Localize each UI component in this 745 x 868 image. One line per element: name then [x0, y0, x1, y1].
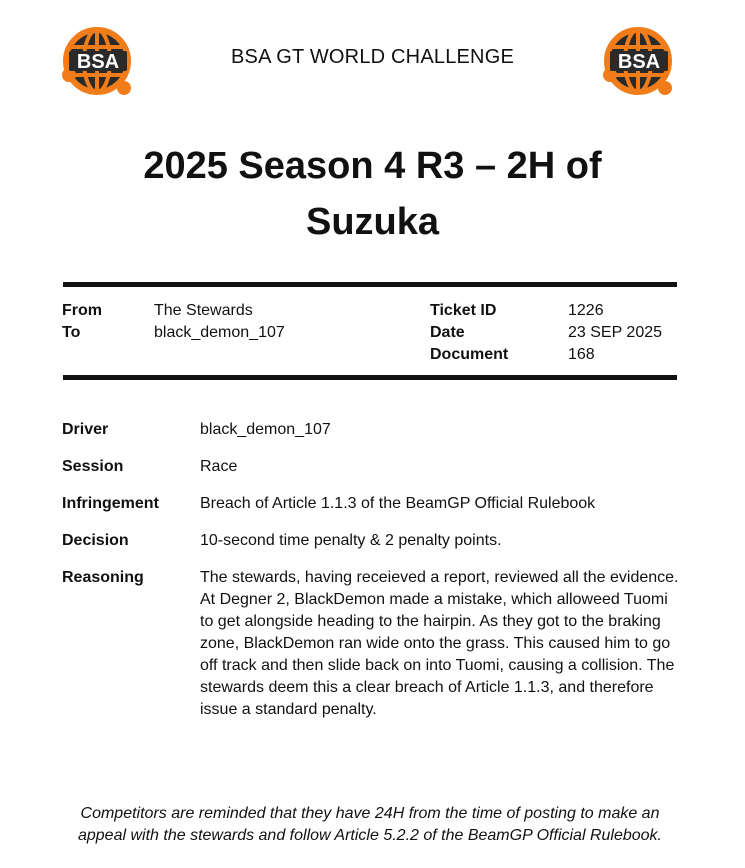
date-value: 23 SEP 2025 [568, 324, 663, 341]
to-label: To [62, 324, 81, 341]
field-label: Session [62, 458, 124, 475]
appeal-notice: Competitors are reminded that they have 24H from the time of posting to make an appeal with the stewards and follow Article 5.2.2 of the BeamGP Official Rulebook. [77, 805, 662, 844]
bsa-logo-right [603, 26, 677, 96]
field-value: 10-second time penalty & 2 penalty points. [200, 532, 502, 549]
header-title: BSA GT WORLD CHALLENGE [231, 46, 514, 68]
document-title: 2025 Season 4 R3 – 2H of Suzuka [143, 145, 602, 243]
field-infringement [62, 493, 682, 515]
logo-text: BSA [617, 51, 661, 73]
decision-fields [62, 419, 682, 736]
document-label: Document [430, 346, 509, 363]
to-value: black_demon_107 [154, 324, 285, 341]
from-value: The Stewards [154, 302, 253, 319]
from-label: From [62, 302, 102, 319]
field-driver [62, 419, 682, 441]
field-label: Infringement [62, 495, 159, 512]
field-value: The stewards, having receieved a report, reviewed all the evidence. At Degner 2, BlackDemon made a mistake, which alloweed Tuomi to get alongside heading to the hairpin. As they got to the braking zone, BlackDemon ran wide onto the grass. This caused him to go off track and then slide back on into Tuomi, causing a collision. The stewards deem this a clear breach of Article 1.1.3, and therefore issue a standard penalty. [200, 569, 679, 718]
ticket-id-label: Ticket ID [430, 302, 497, 319]
field-label: Driver [62, 421, 109, 438]
field-reasoning [62, 567, 682, 721]
bottom-divider [63, 375, 677, 380]
ticket-id-value: 1226 [568, 302, 604, 319]
top-divider [63, 282, 677, 287]
globe-icon [603, 26, 677, 96]
date-label: Date [430, 324, 465, 341]
field-label: Decision [62, 532, 129, 549]
logo-text: BSA [76, 51, 120, 73]
field-value: black_demon_107 [200, 421, 331, 438]
document-value: 168 [568, 346, 595, 363]
field-value: Breach of Article 1.1.3 of the BeamGP Official Rulebook [200, 495, 596, 512]
field-decision [62, 530, 682, 552]
field-session [62, 456, 682, 478]
field-value: Race [200, 458, 238, 475]
field-label: Reasoning [62, 569, 144, 586]
